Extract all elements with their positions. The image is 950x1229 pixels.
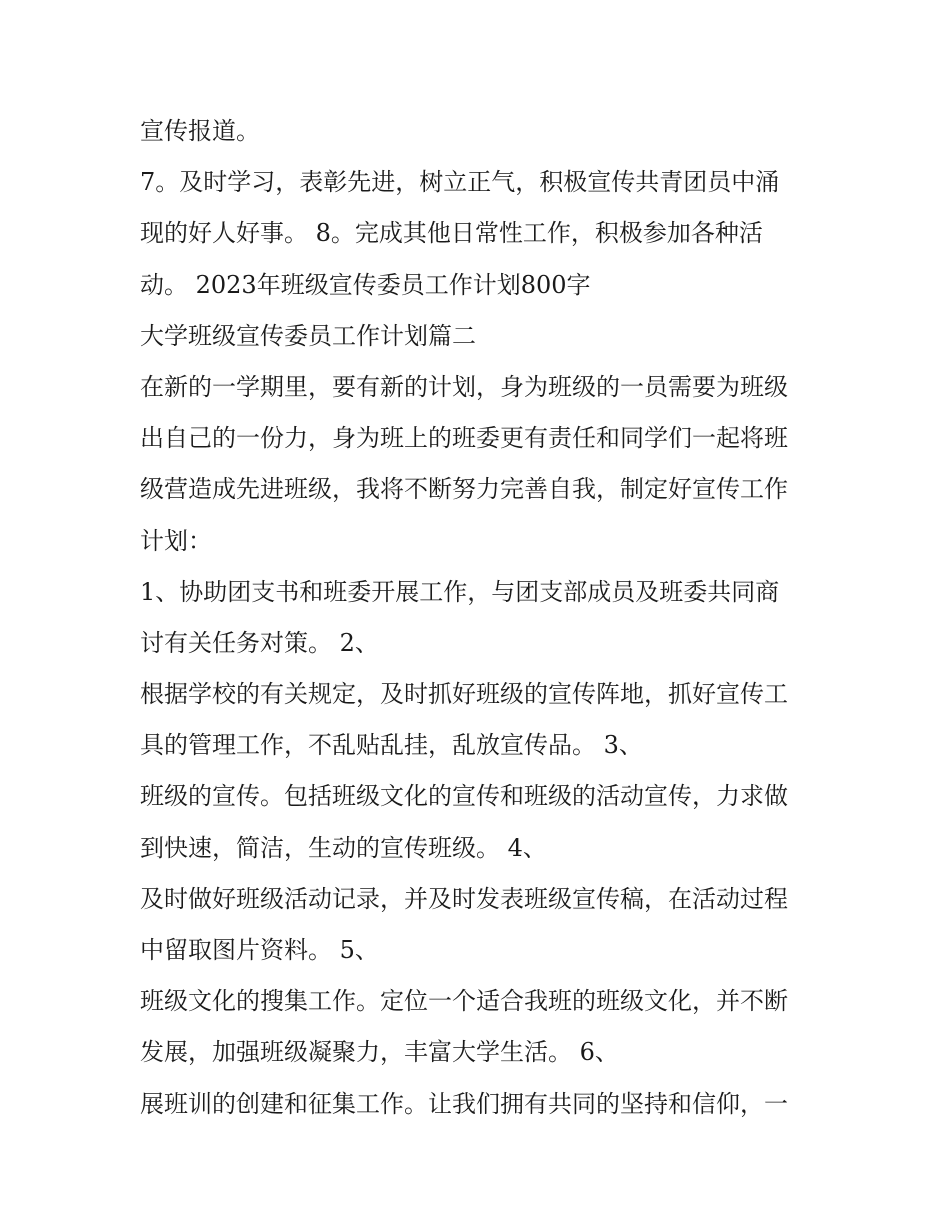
text-line-15: 到快速，简洁，生动的宣传班级。 4、 [140,833,547,862]
text-line-18: 班级文化的搜集工作。定位一个适合我班的班级文化，并不断 [140,987,788,1016]
text-line-14: 班级的宣传。包括班级文化的宣传和班级的活动宣传，力求做 [140,782,788,811]
text-line-17: 中留取图片资料。 5、 [140,936,379,964]
section-heading: 大学班级宣传委员工作计划篇二 [140,321,476,350]
document-body [140,106,820,1130]
text-line-16: 及时做好班级活动记录，并及时发表班级宣传稿，在活动过程 [140,884,788,913]
text-line-03: 现的好人好事。 8。完成其他日常性工作，积极参加各种活 [140,219,763,248]
text-line-20: 展班训的创建和征集工作。让我们拥有共同的坚持和信仰，一 [140,1089,788,1118]
text-line-10: 1、协助团支书和班委开展工作，与团支部成员及班委共同商 [140,577,780,606]
text-line-04: 动。 2023年班级宣传委员工作计划800字 [140,270,591,299]
text-line-08: 级营造成先进班级，我将不断努力完善自我，制定好宣传工作 [140,475,788,504]
text-line-06: 在新的一学期里，要有新的计划，身为班级的一员需要为班级 [140,372,788,401]
text-line-19: 发展，加强班级凝聚力，丰富大学生活。 6、 [140,1038,619,1067]
text-line-11: 讨有关任务对策。 2、 [140,628,379,657]
text-line-02: 7。及时学习，表彰先进，树立正气，积极宣传共青团员中涌 [140,168,780,197]
text-line-07: 出自己的一份力，身为班上的班委更有责任和同学们一起将班 [140,424,788,453]
text-line-09: 计划： [140,526,212,555]
text-line-12: 根据学校的有关规定，及时抓好班级的宣传阵地，抓好宣传工 [140,680,788,709]
text-line-01: 宣传报道。 [140,117,260,145]
text-line-13: 具的管理工作，不乱贴乱挂，乱放宣传品。 3、 [140,731,643,760]
